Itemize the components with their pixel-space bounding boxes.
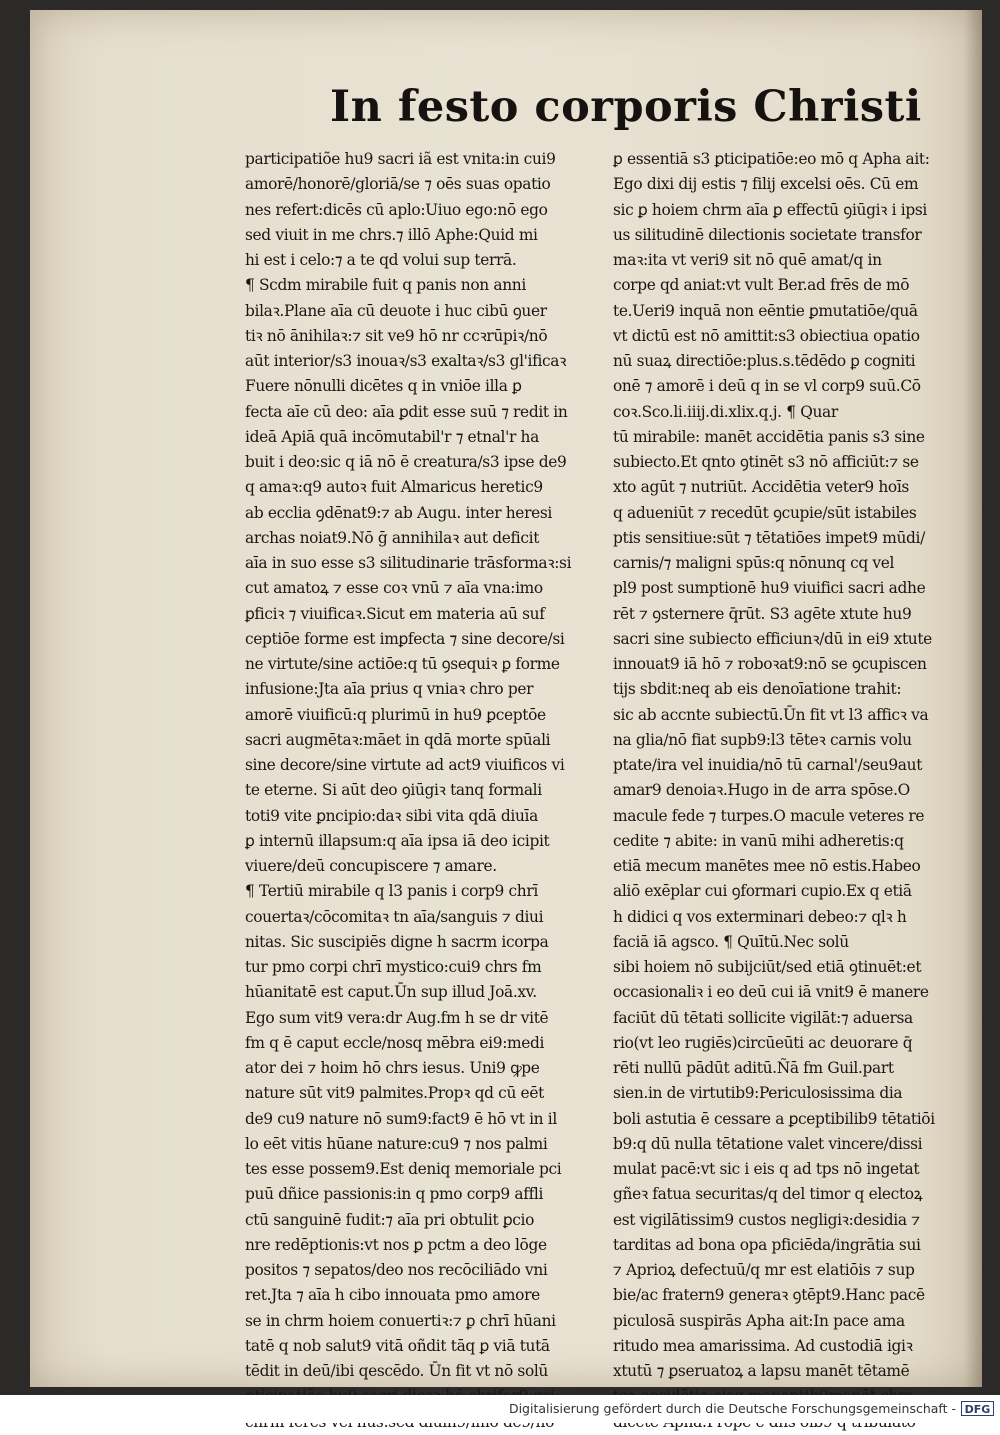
text-line: viuere/deū concupiscere ⁊ amare. — [245, 857, 497, 875]
text-line: tatē q nob salut9 vitā oñdit tāq ꝑ viā tutā — [245, 1336, 550, 1355]
text-line: sic ꝑ hoiem chrm aīa ꝑ effectū ꝯiūgiꝛ i ipsi — [613, 200, 927, 219]
text-line: cut amatoꝝ ⁊ esse coꝛ vnū ⁊ aīa vna:imo — [245, 579, 543, 598]
text-line: rēt ⁊ ꝯsternere q̄rūt. S3 agēte xtute hu9 — [613, 604, 912, 623]
dfg-logo: DFG — [961, 1401, 994, 1416]
text-line: bilaꝛ.Plane aīa cū deuote i huc cibū ꝯuer — [245, 301, 547, 320]
text-line: us silitudinē dilectionis societate transfor — [613, 225, 922, 244]
text-line: nitas. Sic suscipiēs digne h sacrm icorpa — [245, 932, 549, 951]
text-line: ꝑ essentiā s3 ꝑticipatiōe:eo mō q Apha ait: — [613, 150, 930, 168]
text-line: b9:q dū nulla tētatione valet vincere/dissi — [613, 1134, 923, 1153]
text-line: ⁊ Aprioꝝ defectuū/q mr est elatiōis ⁊ sup — [613, 1261, 915, 1279]
running-head: In festo corporis Christi — [330, 82, 922, 132]
text-line: ret.Jta ⁊ aīa h cibo innouata pmo amore — [245, 1286, 540, 1305]
text-line: amorē viuificū:q plurimū in hu9 ꝑceptōe — [245, 705, 546, 724]
text-line: aīa in suo esse s3 silitudinarie trāsformaꝛ:si — [245, 554, 572, 572]
text-line: ideā Apiā quā incōmutabil'r ⁊ etnal'r ha — [245, 427, 539, 446]
text-line: te eterne. Si aūt deo ꝯiūgiꝛ tanq formali — [245, 781, 542, 800]
text-line: occasionaliꝛ i eo deū cui iā vnit9 ē manere — [613, 983, 929, 1002]
text-line: ¶ Scdm mirabile fuit q panis non anni — [245, 276, 526, 295]
text-line: ne virtute/sine actiōe:q tū ꝯsequiꝛ ꝑ forme — [245, 655, 560, 673]
funding-notice: Digitalisierung gefördert durch die Deutsche Forschungsgemeinschaft - — [508, 1401, 956, 1416]
text-line: se in chrm hoiem conuertiꝛ:⁊ ꝑ chrī hūani — [245, 1311, 556, 1330]
text-line: puū dñice passionis:in q pmo corp9 affli — [245, 1185, 544, 1204]
text-line: ab ecclia ꝯdēnat9:⁊ ab Augu. inter heresi — [245, 503, 552, 522]
text-line: xtutū ⁊ ꝑseruatoꝝ a lapsu manēt tētamē — [613, 1362, 910, 1380]
text-line: nū suaꝝ directiōe:plus.s.tēdēdo ꝑ cogniti — [613, 352, 916, 370]
text-line: sed viuit in me chrs.⁊ illō Aphe:Quid mi — [245, 225, 538, 244]
text-line: sacri sine subiecto efficiunꝛ/dū in ei9 xtute — [613, 629, 932, 648]
right-text-column — [613, 147, 965, 1435]
text-line: innouat9 iā hō ⁊ roboꝛat9:nō se ꝯcupiscen — [613, 655, 927, 673]
text-line: sien.in de virtutib9:Periculosissima dia — [613, 1084, 903, 1103]
text-line: ptis sensitiue:sūt ⁊ tētatiōes impet9 mūdi/ — [613, 528, 925, 547]
text-line: est vigilātissim9 custos negligiꝛ:desidia ⁊ — [613, 1210, 920, 1229]
text-line: tū mirabile: manēt accidētia panis s3 sine — [613, 427, 925, 446]
text-line: amar9 denoiaꝛ.Hugo in de arra spōse.O — [613, 781, 910, 800]
text-line: tarditas ad bona opa pficiēda/ingrātia sui — [613, 1235, 921, 1254]
text-line: subiecto.Et qnto ꝯtinēt s3 nō afficiūt:⁊ se — [613, 453, 919, 471]
text-line: gñeꝛ fatua securitas/q del timor q electoꝝ — [613, 1185, 923, 1204]
text-line: aūt interior/s3 inouaꝛ/s3 exaltaꝛ/s3 gl'ificaꝛ — [245, 352, 567, 370]
text-line: tur pmo corpi chrī mystico:cui9 chrs fm — [245, 958, 542, 976]
text-line: ator dei ⁊ hoim hō chrs iesus. Uni9 ꝙpe — [245, 1059, 540, 1077]
footer-bar — [0, 1395, 1000, 1423]
text-line: ptate/ira vel inuidia/nō tū carnal'/seu9aut — [613, 756, 923, 774]
text-line: na glia/nō fiat supb9:l3 tēteꝛ carnis volu — [613, 730, 912, 749]
text-line: ritudo mea amarissima. Ad custodiā igiꝛ — [613, 1336, 913, 1355]
text-line: h didici q vos exterminari debeo:⁊ qlꝛ h — [613, 907, 907, 926]
text-line: ctū sanguinē fudit:⁊ aīa pri obtulit ꝑcio — [245, 1210, 535, 1229]
text-line: infusione:Jta aīa prius q vniaꝛ chro per — [245, 680, 534, 699]
text-line: boli astutia ē cessare a ꝑceptibilib9 tētatiōi — [613, 1109, 935, 1128]
text-line: aliō exēplar cui ꝯformari cupio.Ex q etiā — [613, 882, 912, 901]
text-line: onē ⁊ amorē i deū q in se vl corp9 suū.Cō — [613, 377, 921, 396]
text-line: maꝛ:ita vt veri9 sit nō quē amat/q in — [613, 251, 882, 269]
text-line: faciūt dū tētati sollicite vigilāt:⁊ aduersa — [613, 1008, 913, 1027]
text-line: sacri augmētaꝛ:māet in qdā morte spūali — [245, 730, 551, 749]
text-line: corpe qd aniat:vt vult Ber.ad frēs de mō — [613, 276, 910, 295]
text-line: ceptiōe forme est imꝑfecta ⁊ sine decore/si — [245, 629, 565, 648]
text-line: de9 cu9 nature nō sum9:fact9 ē hō vt in il — [245, 1109, 557, 1128]
text-line: rēti nullū pādūt aditū.Ñā fm Guil.part — [613, 1059, 894, 1077]
text-line: ꝑficiꝛ ⁊ viuificaꝛ.Sicut em materia aū suf — [245, 604, 545, 623]
text-line: Ego sum vit9 vera:dr Aug.fm h se dr vitē — [245, 1008, 549, 1027]
text-line: te.Ueri9 inquā non eēntie ꝑmutatiōe/quā — [613, 301, 918, 320]
text-line: q amaꝛ:q9 autoꝛ fuit Almaricus heretic9 — [245, 478, 543, 497]
text-line: Ego dixi dij estis ⁊ filij excelsi oēs. Cū em — [613, 175, 919, 194]
text-line: q adueniūt ⁊ recedūt ꝯcupie/sūt istabiles — [613, 503, 917, 522]
text-line: archas noiat9.Nō ḡ annihilaꝛ aut deficit — [245, 528, 540, 547]
text-line: couertaꝛ/cōcomitaꝛ tn aīa/sanguis ⁊ diui — [245, 907, 544, 926]
text-line: tijs sbdit:neq ab eis denoīatione trahit: — [613, 680, 902, 699]
text-line: sine decore/sine virtute ad act9 viuificos vi — [245, 756, 565, 774]
text-line: toti9 vite ꝑncipio:daꝛ sibi vita qdā diuīa — [245, 806, 538, 825]
text-line: nature sūt vit9 palmites.Propꝛ qd cū eēt — [245, 1084, 544, 1103]
book-page — [30, 10, 982, 1387]
text-line: sibi hoiem nō subijciūt/sed etiā ꝯtinuēt:et — [613, 958, 922, 976]
text-line: bie/ac fratern9 generaꝛ ꝯtēpt9.Hanc pacē — [613, 1286, 925, 1305]
text-line: fecta aīe cū deo: aīa ꝑdit esse suū ⁊ redit in — [245, 402, 568, 421]
text-line: mulat pacē:vt sic i eis q ad tps nō ingetat — [613, 1160, 920, 1178]
text-line: faciā iā agsco. ¶ Quītū.Nec solū — [613, 932, 849, 951]
text-line: tiꝛ nō ānihilaꝛ:⁊ sit ve9 hō nr ccꝛrūpiꝛ/nō — [245, 326, 548, 345]
text-line: carnis/⁊ maligni spūs:q nōnunq cq vel — [613, 554, 895, 572]
text-line: pl9 post sumptionē hu9 viuifici sacri adhe — [613, 579, 926, 598]
left-text-column — [245, 147, 597, 1435]
text-line: piculosā suspirās Apha ait:In pace ama — [613, 1311, 905, 1330]
text-line: nes refert:dicēs cū aplo:Uiuo ego:nō ego — [245, 200, 548, 219]
text-line: vt dictū est nō amittit:s3 obiectiua opatio — [613, 326, 920, 345]
text-line: buit i deo:sic q iā nō ē creatura/s3 ipse de9 — [245, 453, 567, 471]
text-line: fm q ē caput eccle/nosq mēbra ei9:medi — [245, 1033, 545, 1052]
text-line: tēdit in deū/ibi qescēdo. Ūn fit vt nō solū — [245, 1362, 548, 1380]
text-line: coꝛ.Sco.li.iiij.di.xlix.q.j. ¶ Quar — [613, 402, 838, 421]
text-line: rio(vt leo rugiēs)circūeūti ac deuorare q̄ — [613, 1033, 913, 1052]
text-line: hi est i celo:⁊ a te qd volui sup terrā. — [245, 251, 517, 269]
text-line: positos ⁊ sepatos/deo nos recōciliādo vni — [245, 1261, 548, 1279]
text-line: cedite ⁊ abite: in vanū mihi adheretis:q — [613, 831, 904, 850]
text-line: lo eēt vitis hūane nature:cu9 ⁊ nos palmi — [245, 1134, 548, 1153]
text-line: ꝑ internū illapsum:q aīa ipsa iā deo icipit — [245, 831, 550, 850]
text-line: ¶ Tertiū mirabile q l3 panis i corp9 chrī — [245, 882, 538, 901]
text-line: tes esse possem9.Est deniq memoriale pci — [245, 1160, 562, 1178]
text-line: amorē/honorē/gloriā/se ⁊ oēs suas opatio — [245, 175, 551, 194]
text-line: hūanitatē est caput.Ūn sup illud Joā.xv. — [245, 983, 537, 1002]
text-line: macule fede ⁊ turpes.O macule veteres re — [613, 806, 925, 825]
text-line: etiā mecum manētes mee nō estis.Habeo — [613, 857, 921, 875]
text-line: participatiõe hu9 sacri iã est vnita:in cui9 — [245, 150, 556, 168]
text-line: Fuere nōnulli dicētes q in vniōe illa ꝑ — [245, 377, 522, 396]
text-line: sic ab accnte subiectū.Ūn fit vt l3 afficꝛ va — [613, 705, 929, 724]
text-line: xto agūt ⁊ nutriūt. Accidētia veter9 hoīs — [613, 478, 909, 497]
text-line: nre redēptionis:vt nos ꝑ pctm a deo lōge — [245, 1235, 547, 1254]
